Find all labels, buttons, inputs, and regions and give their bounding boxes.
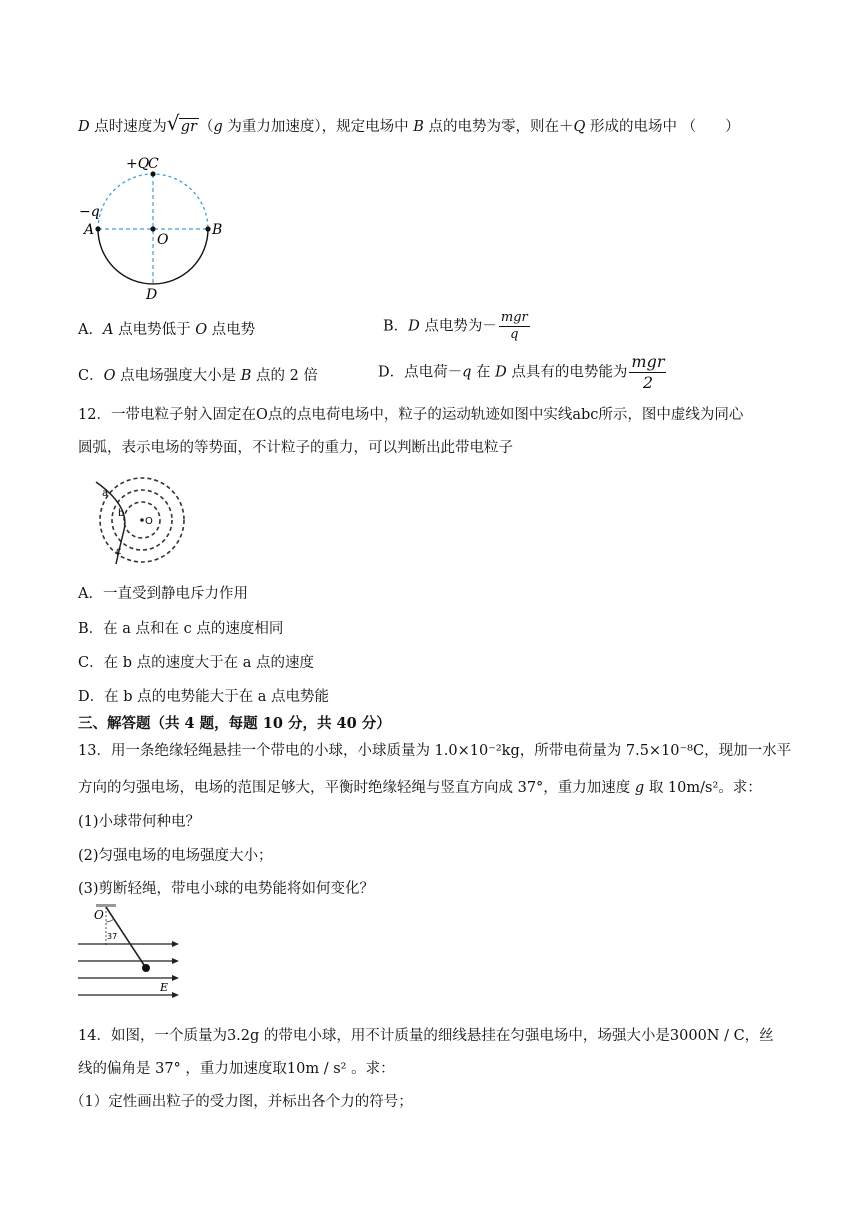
label-angle: 37: [107, 932, 118, 941]
q12-stem-line1: 12．一带电粒子射入固定在O点的点电荷电场中，粒子的运动轨迹如图中实线abc所示，图中虚线为同心: [78, 407, 744, 423]
q14-sub1: （1）定性画出粒子的受力图，并标出各个力的符号；: [70, 1094, 413, 1110]
q14-stem-line2: 线的偏角是 37° ，重力加速度取10m / s² 。求：: [78, 1061, 395, 1077]
label-C: C: [148, 156, 159, 172]
q11-option-c: C．O 点电场强度大小是 B 点的 2 倍: [78, 368, 318, 384]
label-b: b: [118, 508, 125, 519]
q11-option-a: A．A 点电势低于 O 点电势: [78, 322, 256, 338]
label-O: O: [157, 232, 169, 248]
label-a: a: [102, 488, 109, 499]
label-B: B: [212, 222, 223, 238]
label-minusq: −q: [79, 204, 100, 220]
q11-stem-line: D 点时速度为 √ gr （g 为重力加速度），规定电场中 B 点的电势为零，则在＋Q 形成的电场中 （ ）: [78, 111, 740, 135]
section-title: 三、解答题（共 4 题，每题 10 分，共 40 分）: [78, 715, 391, 732]
q11-text: 点时速度为: [89, 119, 167, 135]
q13-pendulum-figure: [76, 902, 182, 1002]
label-c: c: [116, 546, 122, 557]
q13-sub2: (2)匀强电场的电场强度大小；: [78, 848, 273, 864]
label-D: D: [146, 287, 158, 303]
q12-option-a: A．一直受到静电斥力作用: [78, 586, 248, 602]
q13-stem-line1: 13．用一条绝缘轻绳悬挂一个带电的小球，小球质量为 1.0×10⁻²kg，所带电荷量为 7.5×10⁻⁸C，现加一水平: [78, 743, 792, 759]
q11-sqrt-gr: √ gr: [166, 111, 197, 135]
label-plusQ: +Q: [126, 156, 150, 172]
q12-option-b: B．在 a 点和在 c 点的速度相同: [78, 621, 284, 637]
q13-sub1: (1)小球带何种电？: [78, 814, 201, 830]
q13-stem-line2: 方向的匀强电场，电场的范围足够大，平衡时绝缘轻绳与竖直方向成 37°，重力加速度 g 取 10m/s²。求：: [78, 780, 762, 796]
q13-sub3: (3)剪断轻绳，带电小球的电势能将如何变化？: [78, 881, 375, 897]
q12-option-c: C．在 b 点的速度大于在 a 点的速度: [78, 655, 314, 671]
label-A: A: [84, 222, 95, 238]
label-O: O: [94, 908, 104, 922]
q12-option-d: D．在 b 点的电势能大于在 a 点电势能: [78, 689, 329, 705]
q11-option-b: B．D 点电势为－ $\frac{\text{mgr}}{q}$: [383, 310, 528, 342]
q11-optb-fraction: $\frac{\text{mgr}}{q}$: [500, 310, 528, 342]
q11-optd-fraction: $\frac{\text{mgr}}{2}$: [631, 352, 665, 392]
q14-stem-line1: 14．如图，一个质量为3.2g 的带电小球，用不计质量的细线悬挂在匀强电场中，场强大小是3000N / C，丝: [78, 1028, 774, 1044]
q12-equipotential-figure: [78, 474, 186, 570]
q11-option-d: D．点电荷－q 在 D 点具有的电势能为 $\frac{\text{mgr}}{2}$: [378, 352, 665, 392]
label-O: O: [145, 516, 153, 527]
q11-circle-figure: [76, 152, 226, 304]
label-E: E: [160, 981, 169, 994]
q12-stem-line2: 圆弧，表示电场的等势面，不计粒子的重力，可以判断出此带电粒子: [78, 440, 513, 456]
q11-var-D: D: [78, 119, 90, 135]
